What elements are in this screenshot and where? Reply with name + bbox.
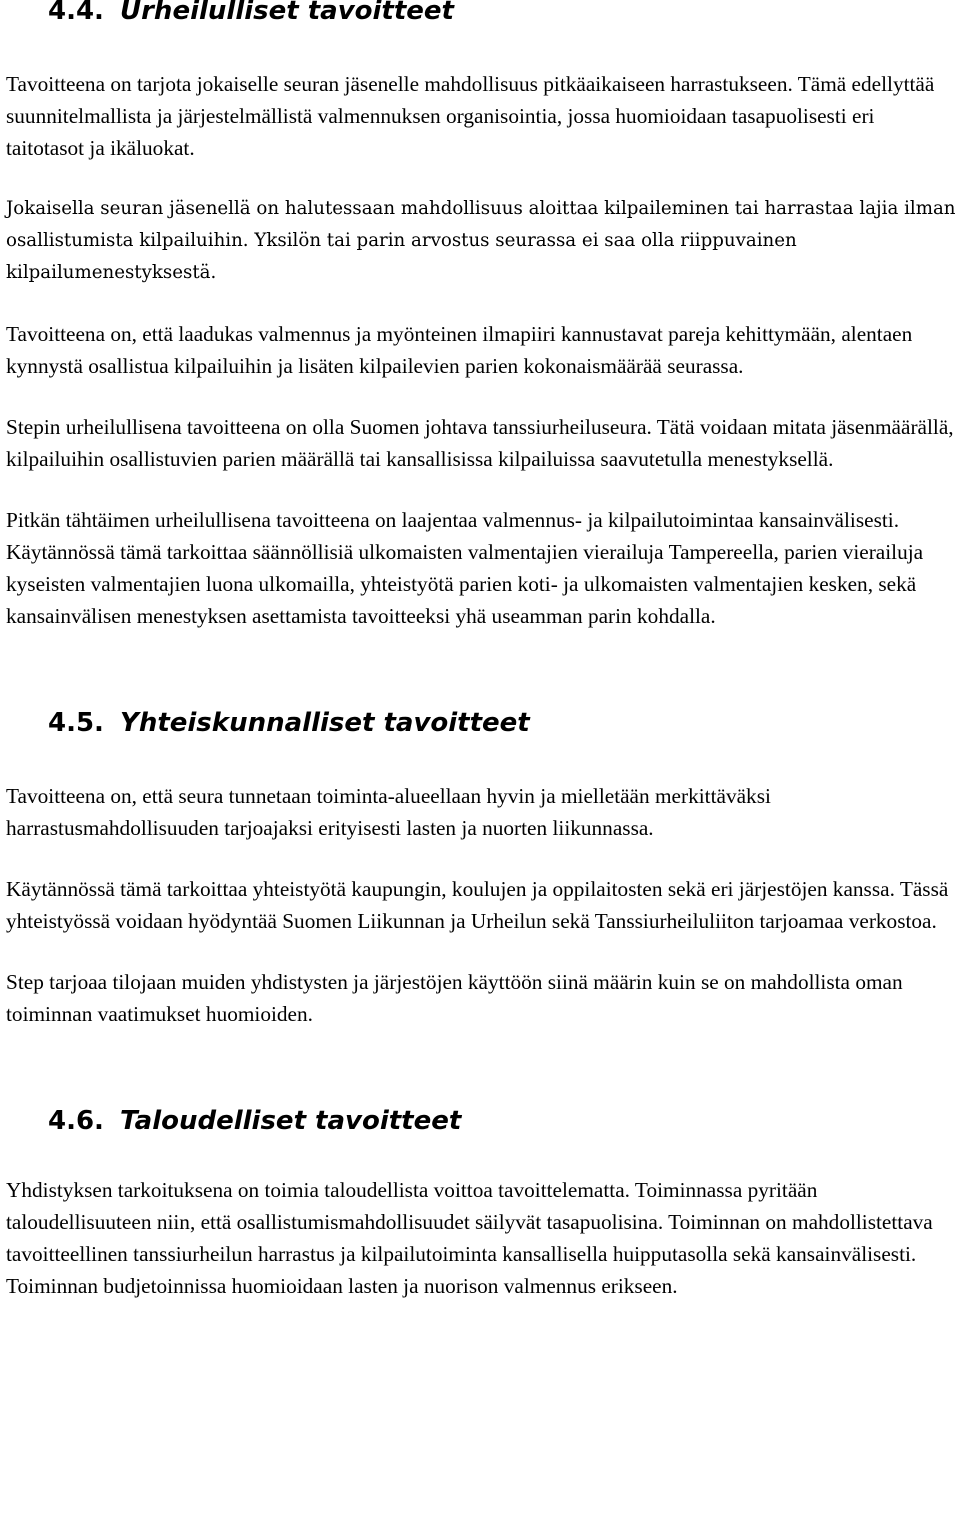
section-number: 4.4.	[48, 0, 104, 26]
section-title: Taloudelliset tavoitteet	[120, 1106, 462, 1136]
paragraph: Yhdistyksen tarkoituksena on toimia taloudellista voittoa tavoittelematta. Toiminnassa pyritään taloudellisuuteen niin, että osallistumismahdollisuudet säilyvät tasapuolisina. Toiminnan on mahdollistettava tavoitteellinen tanssiurheilun harrastus ja kilpailutoiminta kansallisella huipputasolla sekä kansainvälisesti. Toiminnan budjetoinnissa huomioidaan lasten ja nuorison valmennus erikseen.	[6, 1178, 933, 1298]
paragraph: Jokaisella seuran jäsenellä on halutessaan mahdollisuus aloittaa kilpaileminen tai harrastaa lajia ilman osallistumista kilpailuihin. Yksilön tai parin arvostus seurassa ei saa olla riippuvainen kilpailumenestyksestä.	[6, 198, 956, 283]
section-number: 4.6.	[48, 1106, 104, 1136]
section-heading-4-5	[48, 708, 956, 738]
paragraph: Tavoitteena on tarjota jokaiselle seuran jäsenelle mahdollisuus pitkäaikaiseen harrastukseen. Tämä edellyttää suunnitelmallista ja järjestelmällistä valmennuksen organisointia, jossa huomioidaan tasapuolisesti eri taitotasot ja ikäluokat.	[6, 72, 935, 160]
paragraph: Step tarjoaa tilojaan muiden yhdistysten ja järjestöjen käyttöön siinä määrin kuin se on mahdollista oman toiminnan vaatimukset huomioiden.	[6, 970, 903, 1026]
section-number: 4.5.	[48, 708, 104, 738]
section-title: Urheilulliset tavoitteet	[120, 0, 454, 26]
section-title: Yhteiskunnalliset tavoitteet	[120, 708, 530, 738]
paragraph: Käytännössä tämä tarkoittaa yhteistyötä kaupungin, koulujen ja oppilaitosten sekä eri järjestöjen kanssa. Tässä yhteistyössä voidaan hyödyntää Suomen Liikunnan ja Urheilun sekä Tanssiurheiluliiton tarjoamaa verkostoa.	[6, 877, 949, 933]
section-heading-4-6	[48, 1106, 956, 1136]
paragraph: Tavoitteena on, että seura tunnetaan toiminta-alueellaan hyvin ja mielletään merkittäväksi harrastusmahdollisuuden tarjoajaksi erityisesti lasten ja nuorten liikunnassa.	[6, 784, 771, 840]
paragraph: Tavoitteena on, että laadukas valmennus ja myönteinen ilmapiiri kannustavat pareja kehittymään, alentaen kynnystä osallistua kilpailuihin ja lisäten kilpailevien parien kokonaismäärää seurassa.	[6, 322, 913, 378]
document-page	[6, 0, 956, 1302]
section-heading-4-4	[48, 0, 956, 26]
paragraph: Pitkän tähtäimen urheilullisena tavoitteena on laajentaa valmennus- ja kilpailutoimintaa kansainvälisesti. Käytännössä tämä tarkoittaa säännöllisiä ulkomaisten valmentajien vierailuja Tampereella, parien vierailuja kyseisten valmentajien luona ulkomailla, yhteistyötä parien koti- ja ulkomaisten valmentajien kesken, sekä kansainvälisen menestyksen asettamista tavoitteeksi yhä useamman parin kohdalla.	[6, 508, 924, 628]
paragraph: Stepin urheilullisena tavoitteena on olla Suomen johtava tanssiurheiluseura. Tätä voidaan mitata jäsenmäärällä, kilpailuihin osallistuvien parien määrällä tai kansallisissa kilpailuissa saavutetulla menestyksellä.	[6, 415, 954, 471]
